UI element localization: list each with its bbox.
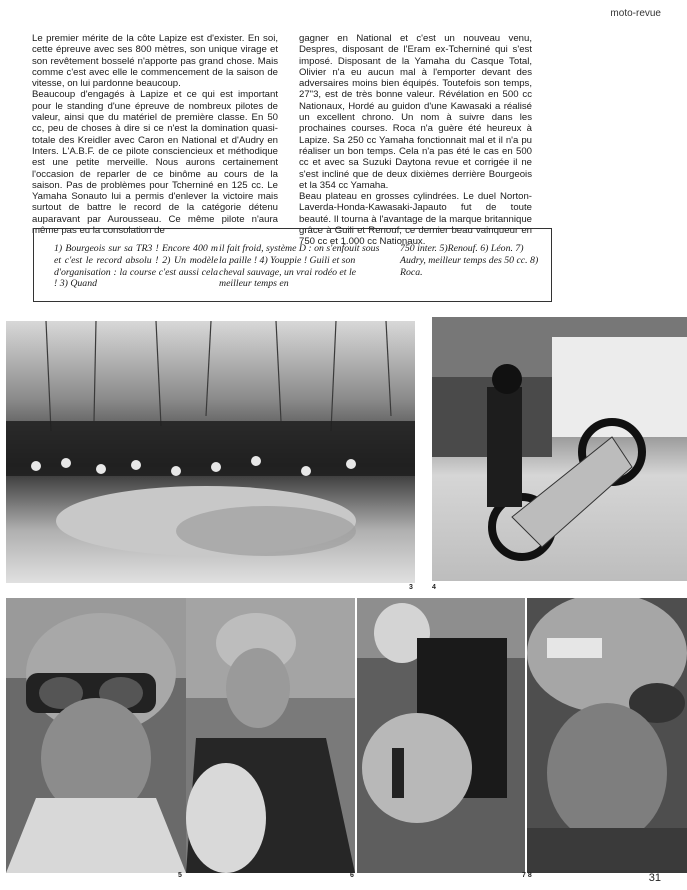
photo-wheelie [432, 317, 687, 581]
article-paragraph: Beaucoup d'engagés à Lapize et ce qui est important pour le standing d'une épreuve de nombreux pilotes de valeur, ainsi que du matériel de première classe. En 50 cc, peu de choses à dire si ce n'est la domination quasi-totale des Kreidler avec Caron en National et d'Audry en Inters. L'A.B.F. de ce pilote consciencieux et méthodique est une petite merveille. Nous aurons certainement l'occasion de reparler de ce binôme au cours de la saison. Pas de problèmes pour Tcherniné en 125 cc. Le Yamaha Sonauto lui a permis d'enlever la victoire mais surtout de battre le record de la catégorie détenu auparavant par Aurousseau. Ce même pilote n'aura même pas eu la consolation de [32, 89, 278, 237]
caption-column-3: 750 inter. 5)Renouf. 6) Léon. 7) Audry, meilleur temps des 50 cc. 8) Roca. [400, 243, 539, 278]
photo-number: 4 [432, 584, 436, 591]
article-column-right [299, 33, 532, 248]
caption-column-1: 1) Bourgeois sur sa TR3 ! Encore 400 m et c'est le record absolu ! 2) Un modèle d'organisation : la course c'est aussi cela ! 3) Quand [54, 243, 218, 290]
photo-number: 5 [178, 872, 182, 879]
article-paragraph: gagner en National et c'est un nouveau venu, Despres, disposant de l'Eram ex-Tcherniné qui s'est imposé. Disposant de la Yamaha du Casque Total, Olivier n'a eu aucun mal à l'emporter devant des adversaires moins bien équipés. Toutefois son temps, 27"3, est de très bonne valeur. Révélation en 500 cc Nationaux, Hordé au guidon d'une Kawasaki a réalisé un excellent chrono. Un nom à suivre dans les prochaines courses. Roca n'a guère été heureux à Lapize. Sa 250 cc Yamaha fonctionnait mal et il n'a pu réaliser un bon temps. Cela n'a pas été le cas en 500 cc et avec sa Suzuki Daytona revue et corrigée il ne s'est incliné que de deux dixièmes derrière Bourgeois et la 354 cc Yamaha. [299, 33, 532, 191]
photo-number: 3 [409, 584, 413, 591]
article-paragraph: Le premier mérite de la côte Lapize est d'exister. En soi, cette épreuve avec ses 800 mètres, son unique virage et son revêtement bosselé n'apporte pas grand chose. Mais comme c'est avec elle le commencement de la saison de vitesse, on lui pardonne beaucoup. [32, 33, 278, 90]
caption-column-2: il fait froid, système D : on s'enfouit sous la paille ! 4) Youppie ! Guili et son cheval sauvage, un vrai rodéo et le meilleur temps en [219, 243, 380, 290]
photo-number: 6 [350, 872, 354, 879]
page-number: 31 [648, 872, 661, 884]
photo-leon-portrait [186, 598, 355, 873]
article-paragraph: Beau plateau en grosses cylindrées. Le duel Norton-Laverda-Honda-Kawasaki-Japauto fut de toute beauté. Il tourna à l'avantage de la marque britannique grâce à Guili et Renouf, ce dernier beau vainqueur en 750 cc et 1.000 cc Nationaux. [299, 191, 532, 248]
photo-crowd-straw [6, 321, 415, 583]
article-column-left [32, 33, 278, 236]
photo-renouf-portrait [6, 598, 186, 873]
photo-roca-portrait [527, 598, 687, 873]
photo-captions-box [33, 228, 552, 302]
photo-number: 7 8 [522, 872, 532, 879]
photo-audry [357, 598, 525, 873]
page-header: moto-revue [610, 8, 661, 19]
